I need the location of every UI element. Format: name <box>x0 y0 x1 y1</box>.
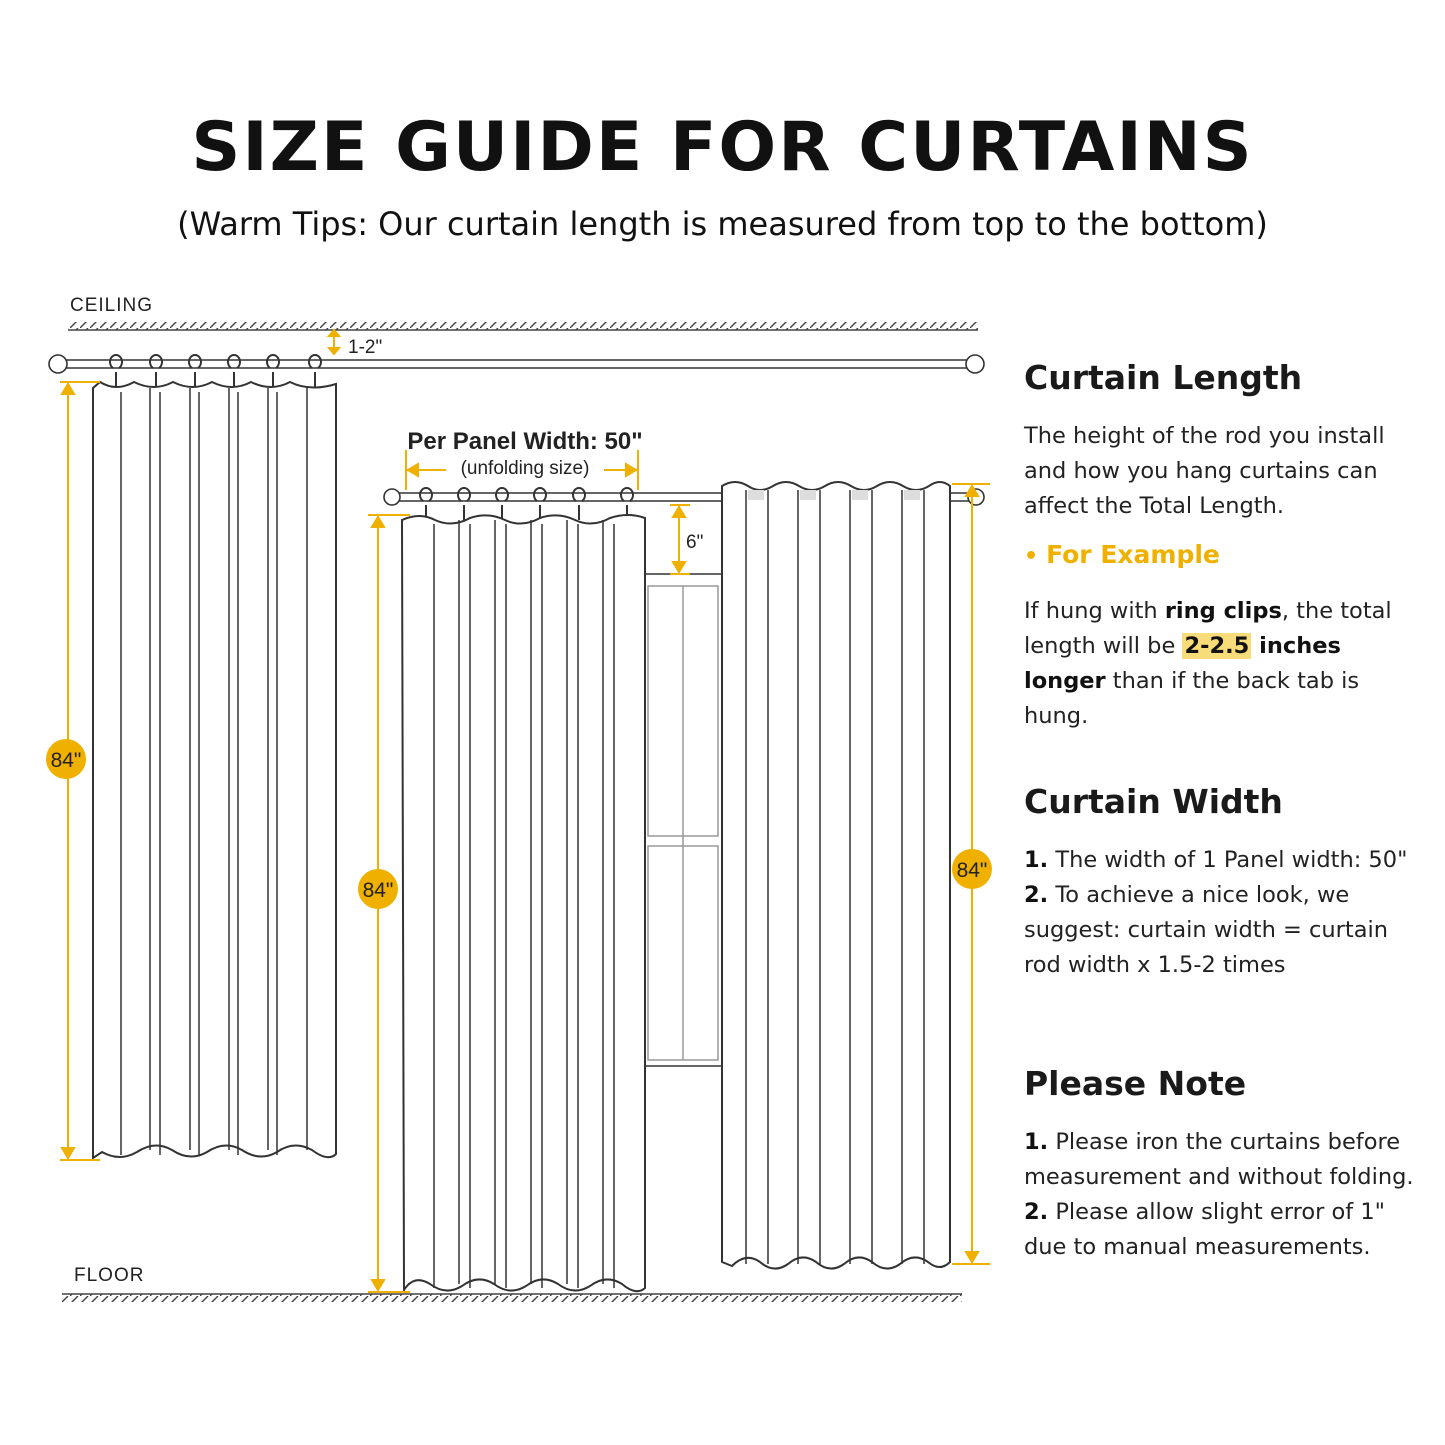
curtain-width-section <box>1024 782 1424 983</box>
curtain-width-heading: Curtain Width <box>1024 782 1283 821</box>
example-heading: • For Example <box>1024 540 1220 569</box>
ceiling-hatch <box>68 322 978 330</box>
left-curtain <box>93 382 336 1158</box>
panel-width-label: Per Panel Width: 50" <box>407 428 643 455</box>
note-item-2: 2. Please allow slight error of 1" due to manual measurements. <box>1024 1199 1385 1260</box>
middle-curtain <box>402 515 645 1291</box>
right-length-badge: 84" <box>956 859 988 882</box>
panel-width-note: (unfolding size) <box>460 458 590 479</box>
ceiling-label: CEILING <box>70 295 154 316</box>
curtain-length-heading: Curtain Length <box>1024 358 1303 397</box>
floor-label: FLOOR <box>74 1265 145 1286</box>
page-subtitle: (Warm Tips: Our curtain length is measured from top to the bottom) <box>177 205 1268 243</box>
width-item-1: 1. The width of 1 Panel width: 50" <box>1024 847 1408 873</box>
highlight-range: 2-2.5 <box>1184 633 1250 659</box>
left-length-badge: 84" <box>50 749 82 772</box>
window <box>644 574 722 1066</box>
middle-length-badge: 84" <box>362 879 394 902</box>
width-item-2: 2. To achieve a nice look, we suggest: curtain width = curtain rod width x 1.5-2 times <box>1024 882 1388 978</box>
example-body: If hung with ring clips, the total length will be 2-2.5 inches longer than if the back tab is hung. <box>1024 598 1392 729</box>
curtain-length-section <box>1024 358 1424 734</box>
right-curtain <box>722 482 950 1269</box>
curtain-length-body: The height of the rod you install and how you hang curtains can affect the Total Length. <box>1024 423 1385 519</box>
please-note-section <box>1024 1064 1424 1265</box>
page-title: SIZE GUIDE FOR CURTAINS <box>191 108 1254 187</box>
note-item-1: 1. Please iron the curtains before measurement and without folding. <box>1024 1129 1414 1190</box>
drop-label: 6" <box>686 532 704 553</box>
gap-label: 1-2" <box>348 337 383 358</box>
gap-marker <box>329 330 339 354</box>
bullet-icon: • <box>1024 544 1039 569</box>
please-note-heading: Please Note <box>1024 1064 1247 1103</box>
floor-hatch <box>62 1294 962 1302</box>
